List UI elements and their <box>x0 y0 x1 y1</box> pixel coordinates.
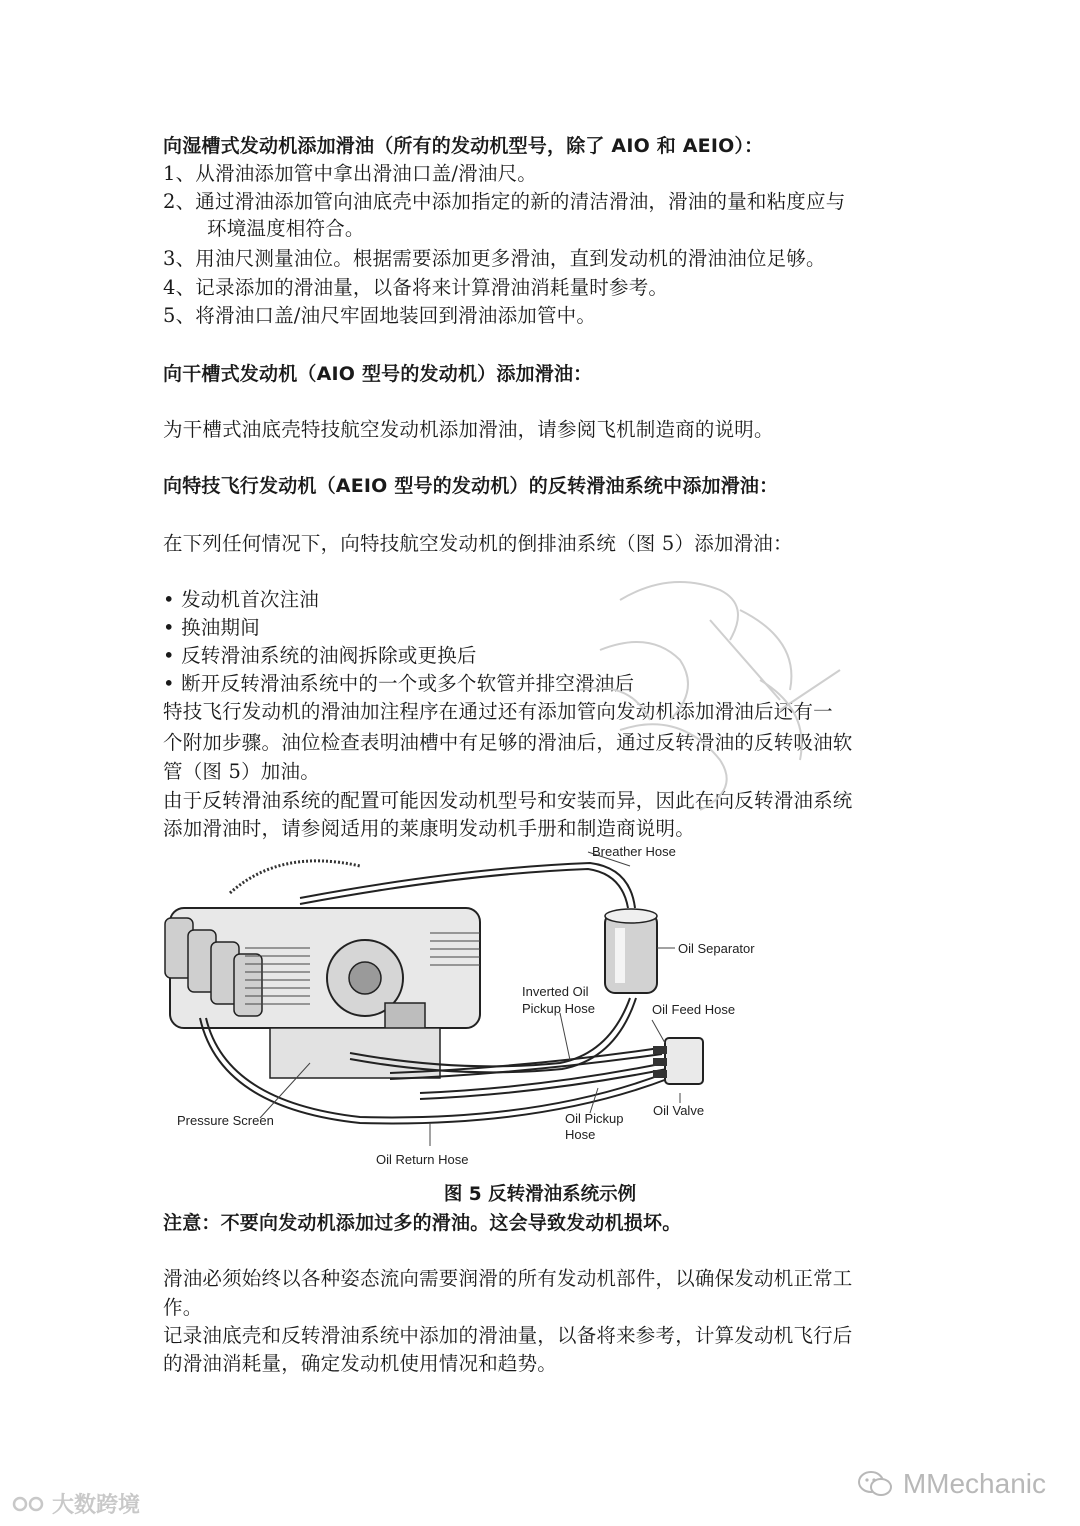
para2-line: 添加滑油时，请参阅适用的莱康明发动机手册和制造商说明。 <box>163 817 695 840</box>
label-oil-valve: Oil Valve <box>653 1103 705 1118</box>
footer-left-text: 大数跨境 <box>52 1493 141 1518</box>
logo-icon <box>12 1493 46 1515</box>
engine-oil-system-diagram <box>160 838 780 1178</box>
para1-line: 个附加步骤。油位检查表明油槽中有足够的滑油后，通过反转滑油的反转吸油软 <box>163 731 853 754</box>
closing-para2-line: 的滑油消耗量，确定发动机使用情况和趋势。 <box>163 1352 558 1375</box>
closing-para1-line: 滑油必须始终以各种姿态流向需要润滑的所有发动机部件，以确保发动机正常工 <box>163 1267 853 1290</box>
footer-watermark-right <box>857 1468 1046 1500</box>
para1-line: 特技飞行发动机的滑油加注程序在通过还有添加管向发动机添加滑油后还有一 <box>163 700 833 723</box>
figure-caption: 图 5 反转滑油系统示例 <box>443 1184 637 1205</box>
section2-heading: 向干槽式发动机（AIO 型号的发动机）添加滑油： <box>163 363 593 385</box>
bullet-item: • 反转滑油系统的油阀拆除或更换后 <box>163 644 477 667</box>
closing-para2-line: 记录油底壳和反转滑油系统中添加的滑油量，以备将来参考，计算发动机飞行后 <box>163 1324 853 1347</box>
stamp-watermark-icon <box>560 560 860 820</box>
bullet-item: • 换油期间 <box>163 616 260 639</box>
step-3: 3、用油尺测量油位。根据需要添加更多滑油，直到发动机的滑油油位足够。 <box>163 247 826 270</box>
engine-block-icon <box>165 908 480 1078</box>
section2-text: 为干槽式油底壳特技航空发动机添加滑油，请参阅飞机制造商的说明。 <box>163 418 774 441</box>
oil-valve-icon <box>653 1038 703 1084</box>
label-oil-pickup: Oil Pickup <box>565 1111 624 1126</box>
oil-separator-icon <box>605 909 657 993</box>
label-breather-hose: Breather Hose <box>592 844 676 859</box>
bullet-item: • 断开反转滑油系统中的一个或多个软管并排空滑油后 <box>163 672 635 695</box>
label-inverted-oil: Inverted Oil <box>522 984 589 999</box>
section1-heading: 向湿槽式发动机添加滑油（所有的发动机型号，除了 AIO 和 AEIO）： <box>163 135 764 157</box>
label-oil-separator: Oil Separator <box>678 941 755 956</box>
step-2: 2、通过滑油添加管向油底壳中添加指定的新的清洁滑油，滑油的量和粘度应与 <box>163 190 846 213</box>
section3-intro: 在下列任何情况下，向特技航空发动机的倒排油系统（图 5）添加滑油： <box>163 532 793 555</box>
step-5: 5、将滑油口盖/油尺牢固地装回到滑油添加管中。 <box>163 304 597 327</box>
label-pressure-screen: Pressure Screen <box>177 1113 274 1128</box>
para2-line: 由于反转滑油系统的配置可能因发动机型号和安装而异，因此在向反转滑油系统 <box>163 789 853 812</box>
label-oil-return-hose: Oil Return Hose <box>376 1152 469 1167</box>
label-pickup-hose: Pickup Hose <box>522 1001 595 1016</box>
step-1: 1、从滑油添加管中拿出滑油口盖/滑油尺。 <box>163 162 537 185</box>
footer-watermark-left <box>12 1488 140 1519</box>
label-oil-pickup-hose: Hose <box>565 1127 596 1142</box>
note-text: 注意：不要向发动机添加过多的滑油。这会导致发动机损坏。 <box>163 1212 682 1234</box>
footer-right-text: MMechanic <box>902 1468 1046 1499</box>
bullet-item: • 发动机首次注油 <box>163 588 320 611</box>
section3-heading: 向特技飞行发动机（AEIO 型号的发动机）的反转滑油系统中添加滑油： <box>163 475 779 497</box>
step-2-continued: 环境温度相符合。 <box>207 217 365 240</box>
step-4: 4、记录添加的滑油量，以备将来计算滑油消耗量时参考。 <box>163 276 669 299</box>
wechat-icon <box>857 1470 893 1498</box>
para1-line: 管（图 5）加油。 <box>163 760 320 783</box>
label-oil-feed-hose: Oil Feed Hose <box>652 1002 736 1017</box>
closing-para1-line: 作。 <box>163 1296 203 1319</box>
